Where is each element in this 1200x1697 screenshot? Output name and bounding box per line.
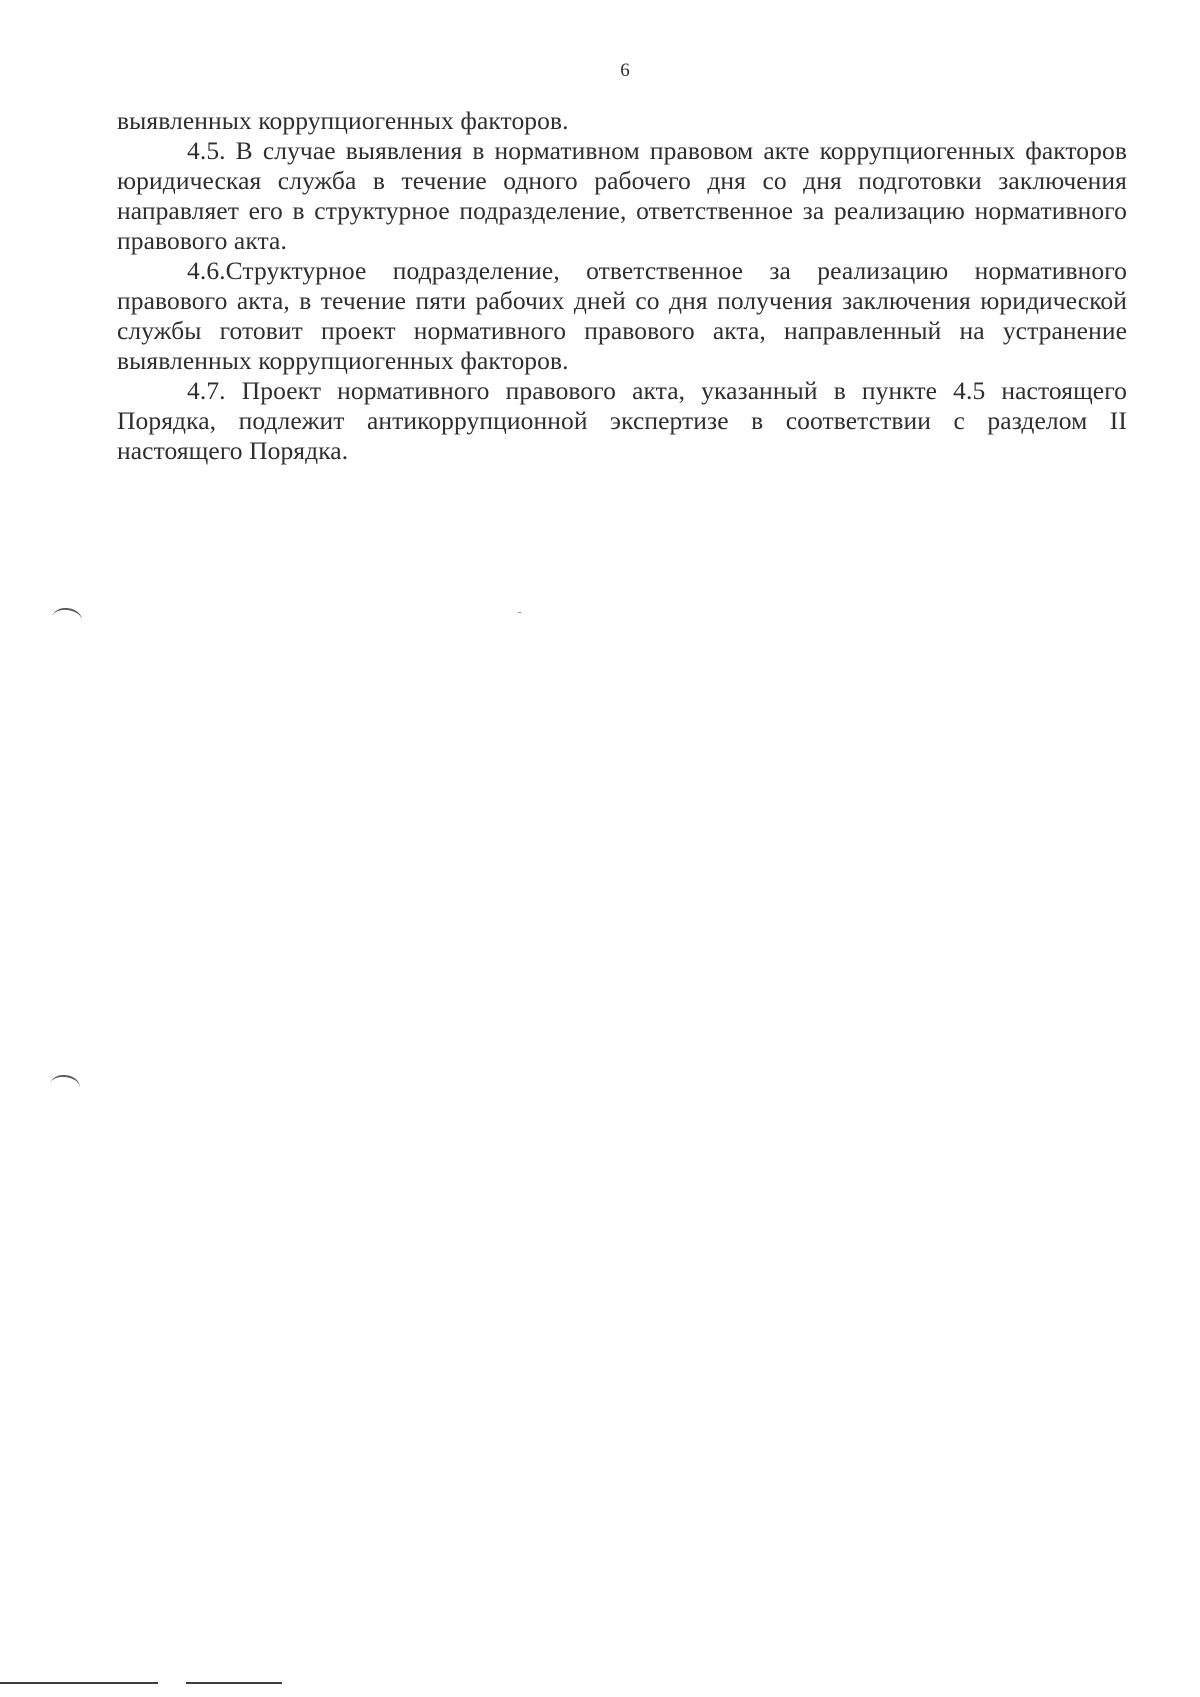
- paragraph-4-6: 4.6.Структурное подразделение, ответственное за реализацию нормативного правового акта, в течение пяти рабочих дней со дня получения заключения юридической службы готовит проект нормативного правового акта, направленный на устранение выявленных коррупциогенных факторов.: [117, 256, 1127, 375]
- hole-punch-mark-upper: [51, 606, 84, 632]
- document-body: [117, 106, 1127, 466]
- scan-speck: [518, 612, 521, 613]
- page-number: 6: [620, 60, 630, 81]
- paragraph-4-7: 4.7. Проект нормативного правового акта, указанный в пункте 4.5 настоящего Порядка, подлежит антикоррупционной экспертизе в соответствии с разделом II настоящего Порядка.: [117, 376, 1127, 465]
- scan-edge-line-left: [0, 1682, 158, 1684]
- hole-punch-mark-lower: [49, 1073, 82, 1099]
- paragraph-4-5: 4.5. В случае выявления в нормативном правовом акте коррупциогенных факторов юридическая служба в течение одного рабочего дня со дня подготовки заключения направляет его в структурное подразделение, ответственное за реализацию нормативного правового акта.: [117, 136, 1127, 255]
- scan-edge-line-right: [186, 1682, 282, 1684]
- paragraph-continuation: выявленных коррупциогенных факторов.: [117, 106, 569, 135]
